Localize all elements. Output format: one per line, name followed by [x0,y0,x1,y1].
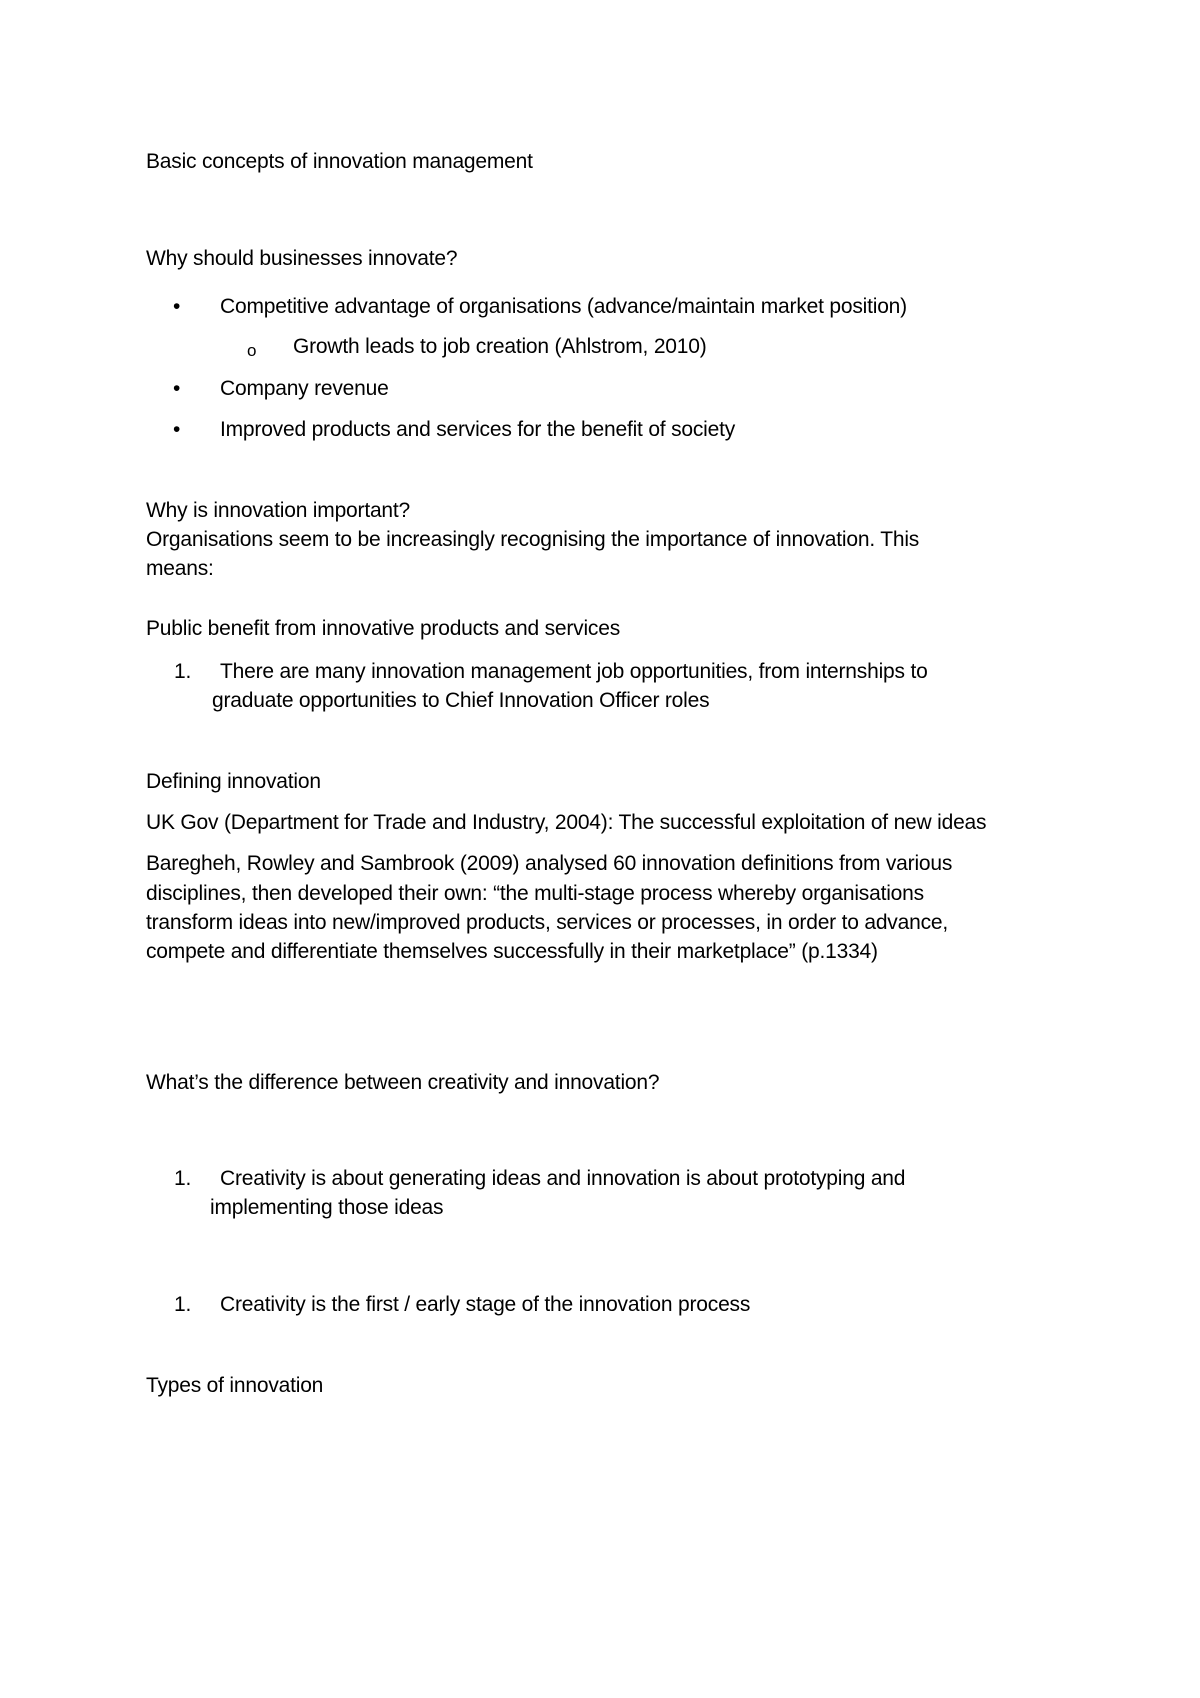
baregheh-line: transform ideas into new/improved products, services or processes, in order to advance, [146,911,948,934]
paragraph-line: Organisations seem to be increasingly recognising the importance of innovation. This [146,528,920,551]
list-item-line: Creativity is the first / early stage of the innovation process [220,1293,751,1316]
list-item-line: There are many innovation management job opportunities, from internships to [220,660,928,683]
bullet-icon: • [173,377,181,400]
heading-types-of-innovation: Types of innovation [146,1374,324,1397]
list-item-line: implementing those ideas [210,1196,444,1219]
document-title: Basic concepts of innovation management [146,150,533,173]
list-item-line: Creativity is about generating ideas and innovation is about prototyping and [220,1167,906,1190]
list-number: 1. [174,660,192,683]
heading-why-innovate: Why should businesses innovate? [146,247,458,270]
list-number: 1. [174,1167,192,1190]
heading-why-important: Why is innovation important? [146,499,411,522]
public-benefit-line: Public benefit from innovative products and services [146,617,621,640]
sub-bullet-icon: o [247,341,257,360]
bullet-icon: • [173,295,181,318]
bullet-icon: • [173,418,181,441]
heading-creativity-vs-innovation: What’s the difference between creativity and innovation? [146,1071,660,1094]
list-item-growth: Growth leads to job creation (Ahlstrom, 2010) [293,335,707,358]
list-item-improved-products: Improved products and services for the benefit of society [220,418,736,441]
heading-defining-innovation: Defining innovation [146,770,321,793]
list-number: 1. [174,1293,192,1316]
uk-gov-definition: UK Gov (Department for Trade and Industry, 2004): The successful exploitation of new ideas [146,811,987,834]
baregheh-line: compete and differentiate themselves successfully in their marketplace” (p.1334) [146,940,878,963]
baregheh-line: Baregheh, Rowley and Sambrook (2009) analysed 60 innovation definitions from various [146,852,953,875]
baregheh-line: disciplines, then developed their own: “the multi-stage process whereby organisations [146,882,924,905]
paragraph-line: means: [146,557,214,580]
list-item-line: graduate opportunities to Chief Innovation Officer roles [212,689,710,712]
list-item-company-revenue: Company revenue [220,377,389,400]
list-item-competitive-advantage: Competitive advantage of organisations (advance/maintain market position) [220,295,907,318]
